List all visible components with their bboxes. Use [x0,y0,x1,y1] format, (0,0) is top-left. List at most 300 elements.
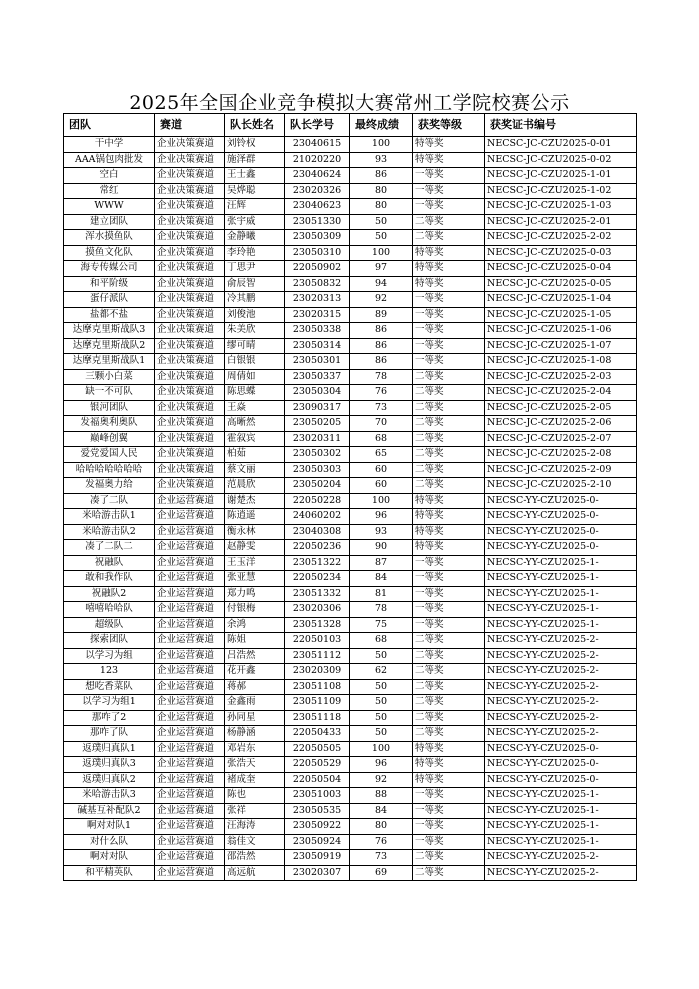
captain-name-cell: 刘俊池 [225,307,285,323]
captain-name-cell: 冷其鹏 [225,292,285,308]
captain-name-cell: 谢楚杰 [225,493,285,509]
captain-name-cell: 高晰然 [225,416,285,432]
track-cell: 企业运营赛道 [155,850,225,866]
award-cell: 二等奖 [413,726,485,742]
captain-id-cell: 23051003 [285,788,350,804]
track-cell: 企业运营赛道 [155,571,225,587]
track-cell: 企业运营赛道 [155,679,225,695]
track-cell: 企业运营赛道 [155,788,225,804]
score-cell: 100 [350,493,413,509]
captain-name-cell: 蔡文丽 [225,462,285,478]
captain-name-cell: 花开鑫 [225,664,285,680]
captain-name-cell: 孙同星 [225,710,285,726]
award-cell: 二等奖 [413,431,485,447]
track-cell: 企业决策赛道 [155,478,225,494]
table-row [64,447,637,463]
track-cell: 企业运营赛道 [155,695,225,711]
score-cell: 94 [350,276,413,292]
captain-name-cell: 俞辰智 [225,276,285,292]
score-cell: 60 [350,478,413,494]
certificate-cell: NECSC-YY-CZU2025-0- [485,757,637,773]
table-row [64,493,637,509]
track-cell: 企业运营赛道 [155,555,225,571]
score-cell: 86 [350,323,413,339]
certificate-cell: NECSC-JC-CZU2025-1-08 [485,354,637,370]
captain-id-cell: 23040624 [285,168,350,184]
table-row [64,540,637,556]
captain-name-cell: 金静曦 [225,230,285,246]
certificate-cell: NECSC-YY-CZU2025-2- [485,865,637,881]
score-cell: 60 [350,462,413,478]
captain-id-cell: 23051109 [285,695,350,711]
captain-id-cell: 23050337 [285,369,350,385]
captain-name-cell: 张宇威 [225,214,285,230]
track-cell: 企业决策赛道 [155,137,225,153]
captain-name-cell: 柏茹 [225,447,285,463]
track-cell: 企业运营赛道 [155,710,225,726]
award-cell: 一等奖 [413,586,485,602]
captain-name-cell: 王焱 [225,400,285,416]
table-row [64,369,637,385]
captain-id-cell: 23051108 [285,679,350,695]
certificate-cell: NECSC-JC-CZU2025-2-10 [485,478,637,494]
certificate-cell: NECSC-JC-CZU2025-0-03 [485,245,637,261]
score-cell: 92 [350,772,413,788]
score-cell: 73 [350,400,413,416]
captain-id-cell: 24060202 [285,509,350,525]
captain-id-cell: 23050922 [285,819,350,835]
certificate-cell: NECSC-YY-CZU2025-2- [485,695,637,711]
table-row [64,431,637,447]
team-cell: 对什么队 [64,834,155,850]
captain-name-cell: 吴烨聪 [225,183,285,199]
table-row [64,292,637,308]
table-row [64,850,637,866]
table-row [64,261,637,277]
award-cell: 一等奖 [413,788,485,804]
table-row [64,555,637,571]
certificate-cell: NECSC-JC-CZU2025-0-02 [485,152,637,168]
team-cell: 海专传媒公司 [64,261,155,277]
score-cell: 84 [350,571,413,587]
table-row [64,803,637,819]
award-cell: 特等奖 [413,524,485,540]
team-cell: 达摩克里斯战队3 [64,323,155,339]
award-cell: 二等奖 [413,230,485,246]
track-cell: 企业决策赛道 [155,183,225,199]
track-cell: 企业运营赛道 [155,757,225,773]
track-cell: 企业决策赛道 [155,447,225,463]
captain-id-cell: 23051330 [285,214,350,230]
certificate-cell: NECSC-JC-CZU2025-2-06 [485,416,637,432]
certificate-cell: NECSC-YY-CZU2025-2- [485,710,637,726]
captain-id-cell: 22050433 [285,726,350,742]
team-cell: 那咋了队 [64,726,155,742]
score-cell: 50 [350,214,413,230]
team-cell: 凑了二队 [64,493,155,509]
certificate-cell: NECSC-YY-CZU2025-0- [485,509,637,525]
award-cell: 一等奖 [413,602,485,618]
captain-name-cell: 杨静涵 [225,726,285,742]
captain-id-cell: 23040615 [285,137,350,153]
team-cell: 和平精英队 [64,865,155,881]
certificate-cell: NECSC-JC-CZU2025-2-03 [485,369,637,385]
score-cell: 50 [350,230,413,246]
score-cell: 68 [350,633,413,649]
score-cell: 93 [350,524,413,540]
captain-id-cell: 22050504 [285,772,350,788]
award-cell: 特等奖 [413,493,485,509]
score-cell: 68 [350,431,413,447]
table-row [64,152,637,168]
header-captain-name: 队长姓名 [225,114,285,137]
captain-id-cell: 23050204 [285,478,350,494]
award-cell: 一等奖 [413,803,485,819]
captain-id-cell: 23020309 [285,664,350,680]
team-cell: 返璞归真队2 [64,772,155,788]
captain-id-cell: 22050529 [285,757,350,773]
captain-id-cell: 23050919 [285,850,350,866]
captain-id-cell: 23090317 [285,400,350,416]
team-cell: 超级队 [64,617,155,633]
track-cell: 企业决策赛道 [155,400,225,416]
team-cell: 盐都不盐 [64,307,155,323]
team-cell: 巅峰创翼 [64,431,155,447]
team-cell: 以学习为组1 [64,695,155,711]
score-cell: 87 [350,555,413,571]
award-cell: 特等奖 [413,152,485,168]
captain-id-cell: 23020307 [285,865,350,881]
table-row [64,214,637,230]
award-cell: 二等奖 [413,462,485,478]
score-cell: 84 [350,803,413,819]
certificate-cell: NECSC-JC-CZU2025-1-01 [485,168,637,184]
captain-id-cell: 23040308 [285,524,350,540]
track-cell: 企业决策赛道 [155,245,225,261]
captain-id-cell: 23050205 [285,416,350,432]
table-row [64,633,637,649]
track-cell: 企业运营赛道 [155,819,225,835]
team-cell: 建立团队 [64,214,155,230]
captain-name-cell: 陈也 [225,788,285,804]
team-cell: 碱基互补配队2 [64,803,155,819]
track-cell: 企业运营赛道 [155,664,225,680]
captain-name-cell: 金鑫雨 [225,695,285,711]
track-cell: 企业决策赛道 [155,199,225,215]
award-cell: 一等奖 [413,307,485,323]
track-cell: 企业运营赛道 [155,741,225,757]
table-row [64,509,637,525]
certificate-cell: NECSC-JC-CZU2025-0-01 [485,137,637,153]
team-cell: 干中学 [64,137,155,153]
captain-name-cell: 赵静雯 [225,540,285,556]
award-cell: 二等奖 [413,369,485,385]
certificate-cell: NECSC-JC-CZU2025-2-07 [485,431,637,447]
table-row [64,137,637,153]
score-cell: 97 [350,261,413,277]
table-row [64,245,637,261]
score-cell: 100 [350,137,413,153]
score-cell: 76 [350,385,413,401]
score-cell: 86 [350,338,413,354]
table-row [64,416,637,432]
score-cell: 100 [350,245,413,261]
award-cell: 二等奖 [413,400,485,416]
table-row [64,834,637,850]
certificate-cell: NECSC-YY-CZU2025-1- [485,834,637,850]
score-cell: 88 [350,788,413,804]
award-cell: 一等奖 [413,323,485,339]
team-cell: 米哈游击队2 [64,524,155,540]
track-cell: 企业运营赛道 [155,617,225,633]
track-cell: 企业运营赛道 [155,586,225,602]
captain-name-cell: 丁思尹 [225,261,285,277]
team-cell: 摸鱼文化队 [64,245,155,261]
table-row [64,385,637,401]
certificate-cell: NECSC-YY-CZU2025-0- [485,772,637,788]
award-cell: 二等奖 [413,447,485,463]
score-cell: 92 [350,292,413,308]
captain-id-cell: 23020311 [285,431,350,447]
certificate-cell: NECSC-YY-CZU2025-1- [485,571,637,587]
award-cell: 特等奖 [413,540,485,556]
award-cell: 一等奖 [413,183,485,199]
score-cell: 78 [350,602,413,618]
track-cell: 企业运营赛道 [155,633,225,649]
score-cell: 80 [350,819,413,835]
table-row [64,462,637,478]
certificate-cell: NECSC-YY-CZU2025-1- [485,617,637,633]
award-cell: 一等奖 [413,199,485,215]
captain-id-cell: 23020313 [285,292,350,308]
table-row [64,323,637,339]
captain-id-cell: 23050338 [285,323,350,339]
certificate-cell: NECSC-YY-CZU2025-1- [485,819,637,835]
certificate-cell: NECSC-YY-CZU2025-2- [485,648,637,664]
table-row [64,230,637,246]
score-cell: 93 [350,152,413,168]
track-cell: 企业决策赛道 [155,338,225,354]
team-cell: 蛋仔派队 [64,292,155,308]
award-cell: 二等奖 [413,633,485,649]
table-row [64,788,637,804]
track-cell: 企业决策赛道 [155,261,225,277]
award-cell: 二等奖 [413,478,485,494]
header-final-score: 最终成绩 [350,114,413,137]
award-cell: 二等奖 [413,850,485,866]
captain-id-cell: 23050301 [285,354,350,370]
score-cell: 69 [350,865,413,881]
certificate-cell: NECSC-JC-CZU2025-1-05 [485,307,637,323]
award-cell: 特等奖 [413,245,485,261]
certificate-cell: NECSC-YY-CZU2025-0- [485,540,637,556]
team-cell: 浑水摸鱼队 [64,230,155,246]
award-cell: 二等奖 [413,865,485,881]
team-cell: 空白 [64,168,155,184]
table-row [64,199,637,215]
team-cell: 返璞归真队3 [64,757,155,773]
award-cell: 一等奖 [413,571,485,587]
header-team: 团队 [64,114,155,137]
page-title: 2025年全国企业竞争模拟大赛常州工学院校赛公示 [129,92,570,114]
track-cell: 企业运营赛道 [155,726,225,742]
captain-id-cell: 23040623 [285,199,350,215]
table-row [64,726,637,742]
table-row [64,276,637,292]
captain-name-cell: 王玉洋 [225,555,285,571]
certificate-cell: NECSC-YY-CZU2025-2- [485,633,637,649]
award-cell: 特等奖 [413,757,485,773]
team-cell: 发福奥力给 [64,478,155,494]
captain-name-cell: 张浩天 [225,757,285,773]
certificate-cell: NECSC-YY-CZU2025-0- [485,741,637,757]
captain-name-cell: 周倩如 [225,369,285,385]
captain-id-cell: 23020306 [285,602,350,618]
captain-id-cell: 23050303 [285,462,350,478]
team-cell: 嘻嘻哈哈队 [64,602,155,618]
award-cell: 一等奖 [413,354,485,370]
certificate-cell: NECSC-JC-CZU2025-2-01 [485,214,637,230]
captain-name-cell: 邵浩然 [225,850,285,866]
track-cell: 企业决策赛道 [155,369,225,385]
captain-name-cell: 王士鑫 [225,168,285,184]
captain-id-cell: 22050236 [285,540,350,556]
captain-name-cell: 衡永林 [225,524,285,540]
table-row [64,478,637,494]
team-cell: 和平阶级 [64,276,155,292]
certificate-cell: NECSC-YY-CZU2025-1- [485,602,637,618]
award-cell: 二等奖 [413,679,485,695]
team-cell: 啊对对队 [64,850,155,866]
captain-name-cell: 翁佳文 [225,834,285,850]
team-cell: 想吃香菜队 [64,679,155,695]
certificate-cell: NECSC-JC-CZU2025-1-04 [485,292,637,308]
track-cell: 企业决策赛道 [155,292,225,308]
score-cell: 81 [350,586,413,602]
captain-name-cell: 张祥 [225,803,285,819]
team-cell: 啊对对队1 [64,819,155,835]
table-row [64,354,637,370]
track-cell: 企业运营赛道 [155,772,225,788]
track-cell: 企业运营赛道 [155,524,225,540]
certificate-cell: NECSC-JC-CZU2025-1-06 [485,323,637,339]
score-cell: 80 [350,183,413,199]
captain-name-cell: 邓岩东 [225,741,285,757]
track-cell: 企业决策赛道 [155,168,225,184]
certificate-cell: NECSC-YY-CZU2025-0- [485,524,637,540]
captain-id-cell: 23051118 [285,710,350,726]
certificate-cell: NECSC-JC-CZU2025-2-05 [485,400,637,416]
award-cell: 二等奖 [413,710,485,726]
team-cell: 三颗小白菜 [64,369,155,385]
captain-id-cell: 23050310 [285,245,350,261]
track-cell: 企业决策赛道 [155,152,225,168]
team-cell: 敢和我作队 [64,571,155,587]
table-header-row [64,114,637,137]
award-cell: 一等奖 [413,834,485,850]
captain-name-cell: 余鸿 [225,617,285,633]
captain-name-cell: 霍叙宾 [225,431,285,447]
table-row [64,710,637,726]
captain-id-cell: 23051332 [285,586,350,602]
track-cell: 企业运营赛道 [155,648,225,664]
track-cell: 企业运营赛道 [155,834,225,850]
score-cell: 50 [350,726,413,742]
certificate-cell: NECSC-JC-CZU2025-0-04 [485,261,637,277]
certificate-cell: NECSC-YY-CZU2025-1- [485,788,637,804]
certificate-cell: NECSC-YY-CZU2025-0- [485,493,637,509]
table-row [64,602,637,618]
score-cell: 50 [350,648,413,664]
table-row [64,586,637,602]
captain-id-cell: 23050304 [285,385,350,401]
captain-id-cell: 21020220 [285,152,350,168]
team-cell: 123 [64,664,155,680]
track-cell: 企业运营赛道 [155,540,225,556]
captain-name-cell: 朱美欣 [225,323,285,339]
certificate-cell: NECSC-JC-CZU2025-1-02 [485,183,637,199]
certificate-cell: NECSC-YY-CZU2025-2- [485,679,637,695]
award-cell: 二等奖 [413,214,485,230]
captain-name-cell: 白银银 [225,354,285,370]
captain-id-cell: 23051322 [285,555,350,571]
table-row [64,524,637,540]
score-cell: 65 [350,447,413,463]
track-cell: 企业运营赛道 [155,509,225,525]
team-cell: 达摩克里斯战队2 [64,338,155,354]
track-cell: 企业决策赛道 [155,323,225,339]
certificate-cell: NECSC-JC-CZU2025-2-09 [485,462,637,478]
table-row [64,772,637,788]
table-row [64,664,637,680]
track-cell: 企业决策赛道 [155,431,225,447]
captain-id-cell: 23020315 [285,307,350,323]
team-cell: 米哈游击队3 [64,788,155,804]
award-cell: 二等奖 [413,648,485,664]
captain-name-cell: 李玲艳 [225,245,285,261]
award-cell: 特等奖 [413,137,485,153]
award-cell: 二等奖 [413,664,485,680]
header-track: 赛道 [155,114,225,137]
track-cell: 企业决策赛道 [155,416,225,432]
award-cell: 一等奖 [413,338,485,354]
table-row [64,617,637,633]
team-cell: 凑了二队二 [64,540,155,556]
award-cell: 特等奖 [413,741,485,757]
award-cell: 一等奖 [413,292,485,308]
table-row [64,741,637,757]
captain-name-cell: 施泽群 [225,152,285,168]
team-cell: 探索团队 [64,633,155,649]
table-row [64,679,637,695]
captain-name-cell: 陈逍遥 [225,509,285,525]
captain-name-cell: 陈思蝶 [225,385,285,401]
track-cell: 企业决策赛道 [155,462,225,478]
score-cell: 76 [350,834,413,850]
score-cell: 50 [350,679,413,695]
track-cell: 企业决策赛道 [155,214,225,230]
header-certificate-number: 获奖证书编号 [485,114,637,137]
certificate-cell: NECSC-JC-CZU2025-2-02 [485,230,637,246]
team-cell: WWW [64,199,155,215]
captain-id-cell: 23051328 [285,617,350,633]
table-row [64,819,637,835]
certificate-cell: NECSC-YY-CZU2025-2- [485,726,637,742]
score-cell: 78 [350,369,413,385]
award-cell: 一等奖 [413,819,485,835]
table-row [64,307,637,323]
track-cell: 企业运营赛道 [155,493,225,509]
